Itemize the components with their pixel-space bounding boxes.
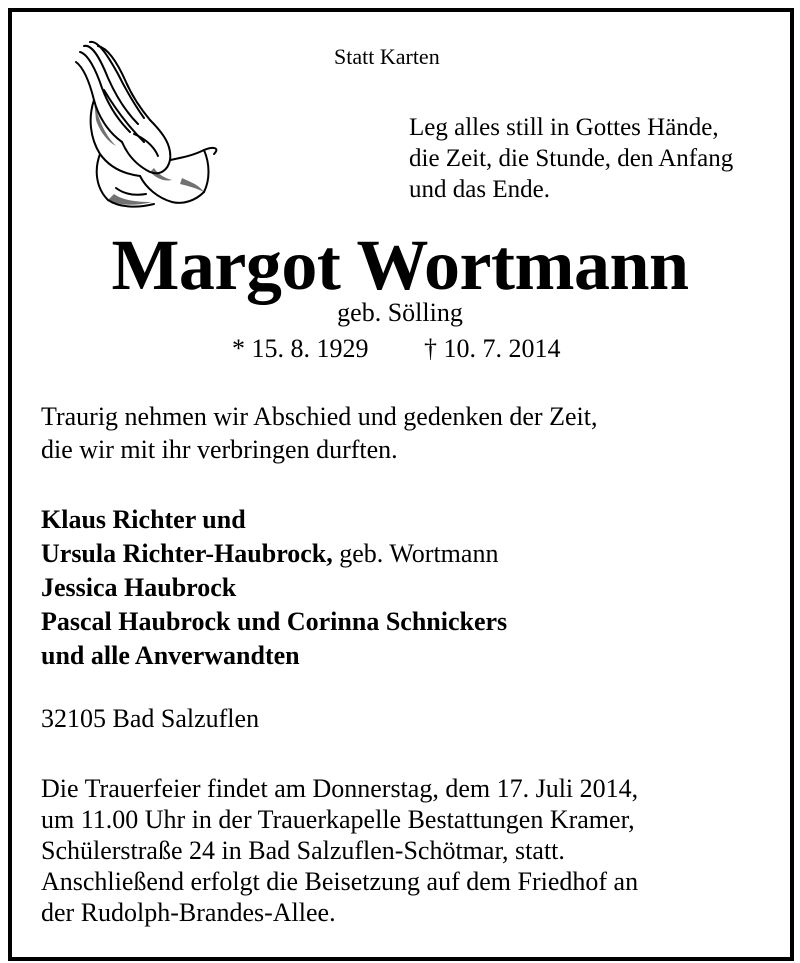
praying-hands-icon bbox=[64, 38, 224, 213]
family-member bbox=[41, 537, 507, 571]
service-info bbox=[41, 773, 638, 928]
service-line: Die Trauerfeier findet am Donnerstag, dem 17. Juli 2014, bbox=[41, 774, 639, 803]
bible-quote bbox=[409, 112, 733, 205]
family-member: Pascal Haubrock und Corinna Schnickers bbox=[41, 607, 508, 636]
quote-line: Leg alles still in Gottes Hände, bbox=[409, 114, 719, 141]
farewell-line: Traurig nehmen wir Abschied und gedenken der Zeit, bbox=[41, 402, 598, 431]
family-member-name: Ursula Richter-Haubrock, bbox=[41, 539, 333, 568]
service-line: um 11.00 Uhr in der Trauerkapelle Bestattungen Kramer, bbox=[41, 805, 635, 834]
family-member: und alle Anverwandten bbox=[41, 641, 300, 670]
farewell-text bbox=[41, 400, 597, 466]
death-date: † 10. 7. 2014 bbox=[424, 334, 561, 363]
quote-line: die Zeit, die Stunde, den Anfang bbox=[409, 145, 734, 172]
family-member: Klaus Richter und bbox=[41, 505, 246, 534]
family-member-note: geb. Wortmann bbox=[332, 539, 499, 568]
maiden-name: geb. Sölling bbox=[337, 298, 463, 327]
service-line: Anschließend erfolgt die Beisetzung auf dem Friedhof an bbox=[41, 867, 639, 896]
header-note: Statt Karten bbox=[334, 44, 440, 69]
farewell-line: die wir mit ihr verbringen durften. bbox=[41, 435, 398, 464]
deceased-name: Margot Wortmann bbox=[111, 225, 689, 305]
quote-line: und das Ende. bbox=[409, 176, 550, 203]
family-member: Jessica Haubrock bbox=[41, 573, 237, 602]
family-list bbox=[41, 503, 507, 673]
birth-date: * 15. 8. 1929 bbox=[232, 334, 369, 363]
location: 32105 Bad Salzuflen bbox=[41, 704, 260, 733]
service-line: Schülerstraße 24 in Bad Salzuflen-Schötmar, statt. bbox=[41, 836, 565, 865]
service-line: der Rudolph-Brandes-Allee. bbox=[41, 898, 336, 927]
